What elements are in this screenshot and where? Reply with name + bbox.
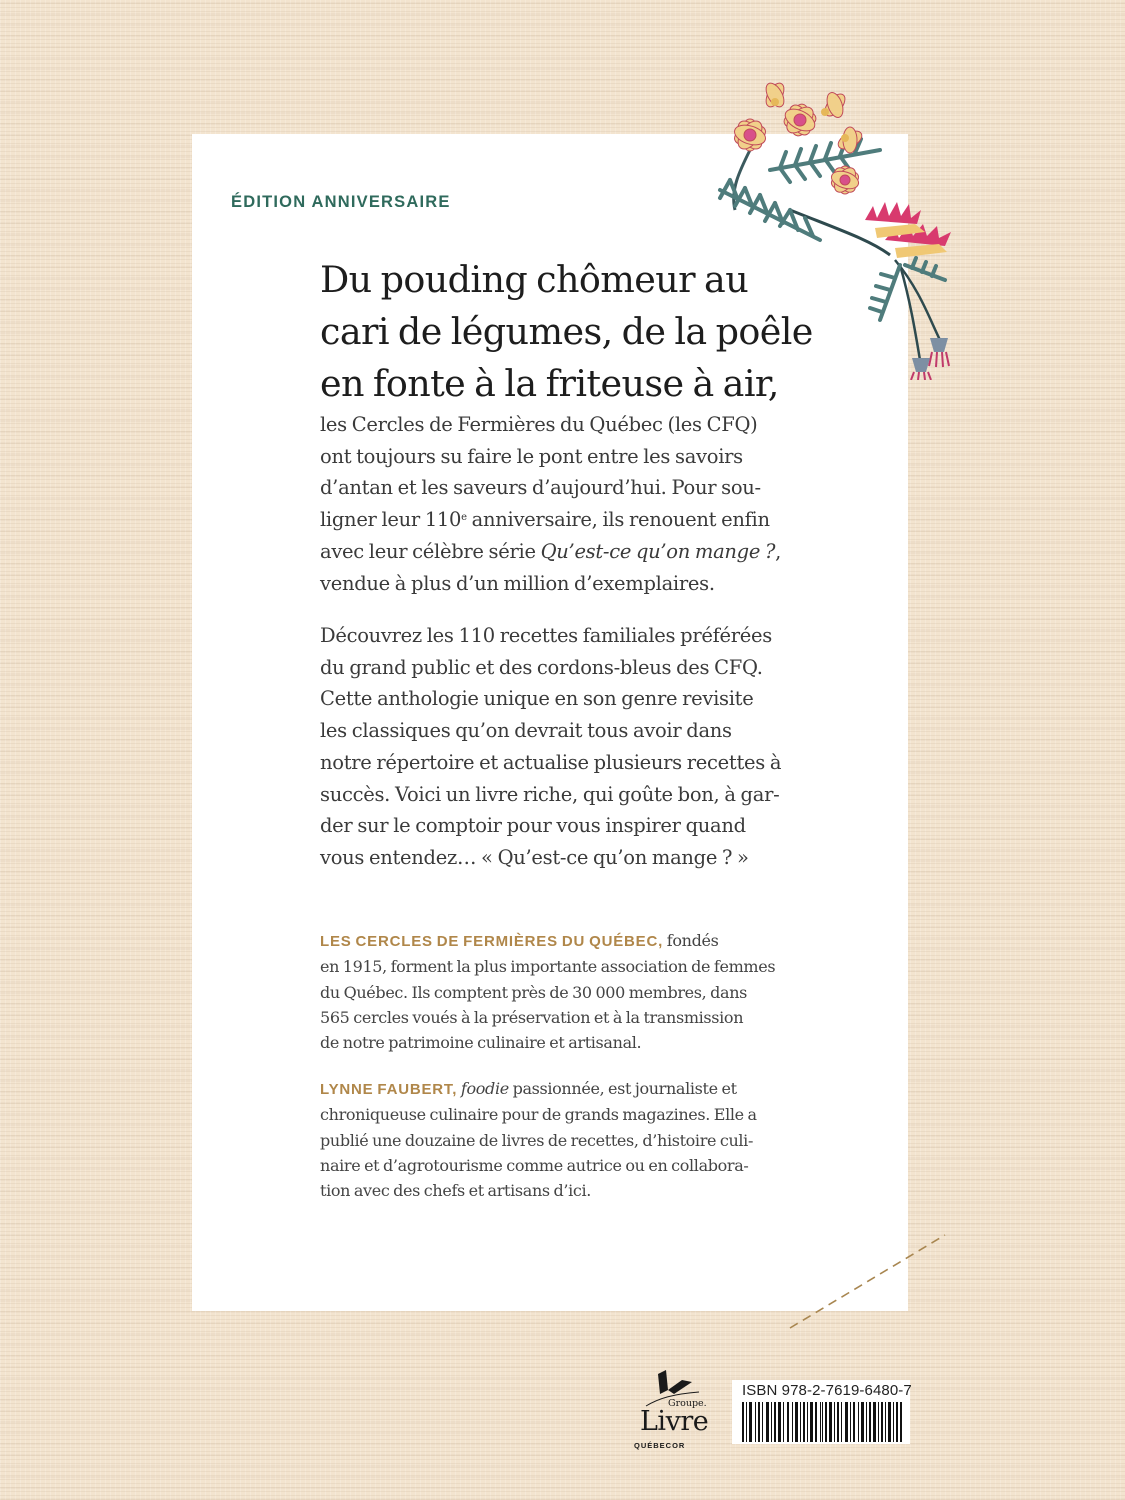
bio-text: passionnée, est journaliste et	[508, 1079, 737, 1098]
headline-line: en fonte à la friteuse à air,	[320, 362, 779, 405]
description-line: der sur le comptoir pour vous inspirer quand	[320, 814, 746, 838]
isbn-barcode	[732, 1380, 910, 1444]
description-line: Découvrez les 110 recettes familiales préférées	[320, 624, 772, 647]
barcode-icon	[742, 1402, 902, 1442]
ordinal-superscript: e	[461, 512, 467, 524]
headline-line: cari de légumes, de la poêle	[320, 310, 813, 353]
series-title: Qu’est-ce qu’on mange ?	[540, 539, 776, 563]
intro-line: vendue à plus d’un million d’exemplaires.	[320, 571, 715, 595]
intro-line: les Cercles de Fermières du Québec (les CFQ)	[320, 413, 758, 436]
publisher-logo	[628, 1368, 718, 1458]
headline	[320, 254, 813, 410]
description-line: notre répertoire et actualise plusieurs recettes à	[320, 750, 782, 774]
bio-line: chroniqueuse culinaire pour de grands magazines. Elle a	[320, 1105, 757, 1125]
intro-text: ligner leur 110	[320, 508, 462, 532]
bio-line: 565 cercles voués à la préservation et à la transmission	[320, 1007, 744, 1027]
bio-cfq	[320, 928, 780, 1055]
publisher-groupe: Groupe.	[668, 1398, 707, 1409]
intro-paragraph	[320, 409, 780, 599]
intro-line	[320, 536, 780, 568]
isbn-number: ISBN 978-2-7619-6480-7	[742, 1382, 912, 1399]
bio-line: naire et d’agrotourisme comme autrice ou en collabora-	[320, 1155, 749, 1175]
bio-cfq-name: LES CERCLES DE FERMIÈRES DU QUÉBEC,	[320, 933, 664, 950]
dashed-stitch-line-icon	[770, 1220, 970, 1340]
bio-text: fondés	[663, 931, 719, 950]
description-line: du grand public et des cordons-bleus des CFQ.	[320, 655, 763, 679]
description-line: les classiques qu’on devrait tous avoir dans	[320, 719, 732, 743]
bio-line	[320, 928, 780, 954]
bio-line	[320, 1076, 780, 1102]
intro-line: ont toujours su faire le pont entre les savoirs	[320, 444, 743, 468]
bio-line: publié une douzaine de livres de recettes, d’histoire culi-	[320, 1130, 754, 1150]
intro-line	[320, 504, 780, 536]
description-paragraph	[320, 620, 780, 874]
intro-text: avec leur célèbre série	[320, 539, 541, 563]
headline-line: Du pouding chômeur au	[320, 258, 749, 301]
bio-line: en 1915, forment la plus importante association de femmes	[320, 957, 776, 977]
edition-label-text: ÉDITION ANNIVERSAIRE	[231, 193, 451, 211]
description-line: vous entendez… « Qu’est-ce qu’on mange ? »	[320, 845, 749, 869]
intro-text: anniversaire, ils renouent enfin	[466, 508, 770, 532]
bio-author	[320, 1076, 780, 1203]
publisher-livre: Livre	[640, 1406, 709, 1437]
bio-italic: foodie	[457, 1079, 509, 1098]
bio-line: de notre patrimoine culinaire et artisanal.	[320, 1033, 642, 1053]
description-line: succès. Voici un livre riche, qui goûte bon, à gar-	[320, 782, 780, 806]
intro-line: d’antan et les saveurs d’aujourd’hui. Pour sou-	[320, 476, 761, 500]
bio-author-name: LYNNE FAUBERT,	[320, 1081, 458, 1098]
bio-line: tion avec des chefs et artisans d’ici.	[320, 1181, 592, 1201]
publisher-quebecor: QUÉBECOR	[634, 1441, 686, 1450]
bio-line: du Québec. Ils comptent près de 30 000 membres, dans	[320, 982, 748, 1002]
intro-text: ,	[775, 539, 782, 563]
description-line: Cette anthologie unique en son genre revisite	[320, 687, 754, 711]
